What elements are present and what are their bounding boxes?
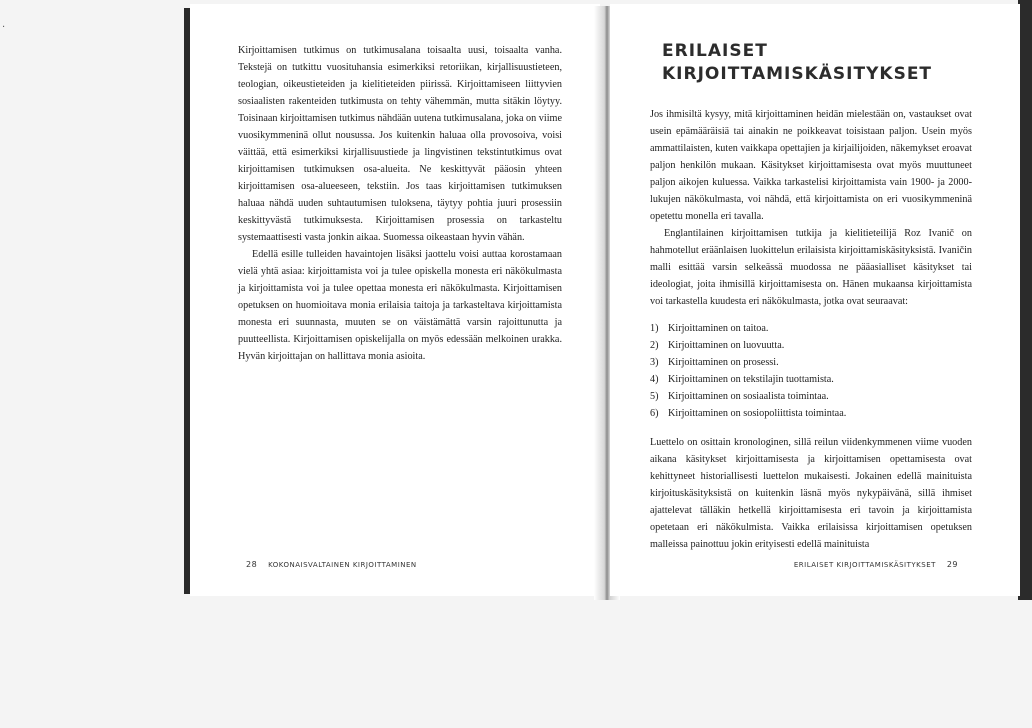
heading-line: ERILAISET <box>662 41 768 61</box>
book-edge-right <box>1018 0 1032 600</box>
paragraph: Edellä esille tulleiden havaintojen lisäksi jaottelu voisi auttaa korostamaan vielä yhtä asiaa: kirjoittamista voi ja tulee opiskella monesta eri näkökulmasta ja kirjoittamista voi ja tulee opettaa monesta eri näkökulmasta. Kirjoittamisen opetuksen on huomioitava monia erilaisia taitoja ja tarkasteltava kirjoittamista monesta eri suunnasta, muuten se on väistämättä varsin rajoittunutta ja puutteellista. Kirjoittamisen opiskelijalla on myös edessään melkoinen urakka. Hyvän kirjoittajan on hallittava monia asioita. <box>238 249 562 362</box>
right-page <box>610 4 1020 596</box>
left-page-body <box>238 42 562 365</box>
list-item: 3) Kirjoittaminen on prosessi. <box>650 357 779 368</box>
list-item: 2) Kirjoittaminen on luovuutta. <box>650 340 785 351</box>
writing-views-list <box>650 320 972 422</box>
paragraph: Jos ihmisiltä kysyy, mitä kirjoittaminen heidän mielestään on, vastaukset ovat usein epämääräisiä tai ainakin ne poikkeavat toisistaan paljon. Usein myös ammattilaisten, kuten vaikkapa opettajien ja kirjailijoiden, näkemykset eroavat paljon henkilön mukaan. Käsitykset kirjoittamisesta ovat myös muuttuneet paljon aikojen kuluessa. Vaikka tarkastelisi kirjoittamista vain 1900- ja 2000-lukujen näkökulmasta, voi nähdä, että kirjoittamista on eri vuosikymmeninä opetettu monella eri tavalla. <box>650 109 972 222</box>
chapter-heading <box>662 40 932 86</box>
right-page-footer <box>794 560 958 569</box>
list-item: 1) Kirjoittaminen on taitoa. <box>650 323 769 334</box>
scan-artifact: · <box>2 22 6 33</box>
running-title: ERILAISET KIRJOITTAMISKÄSITYKSET <box>793 561 936 569</box>
heading-line: KIRJOITTAMISKÄSITYKSET <box>662 64 933 84</box>
list-item: 6) Kirjoittaminen on sosiopoliittista toimintaa. <box>650 408 847 419</box>
list-item: 5) Kirjoittaminen on sosiaalista toimintaa. <box>650 391 829 402</box>
paragraph: Englantilainen kirjoittamisen tutkija ja kielitieteilijä Roz Ivanič on hahmotellut eräänlaisen luokittelun erilaisista kirjoittamiskäsityksistä. Ivaničin malli esittää varsin selkeässä muodossa ne pääasialliset käsitykset tai ideologiat, joita ihmisillä kirjoittamisesta on. Hänen mukaansa kirjoittamista voi tarkastella kuudesta eri näkökulmasta, jotka ovat seuraavat: <box>650 228 972 307</box>
running-title: KOKONAISVALTAINEN KIRJOITTAMINEN <box>268 561 417 569</box>
page-number: 29 <box>946 560 958 569</box>
left-page-footer <box>246 560 417 569</box>
paragraph: Kirjoittamisen tutkimus on tutkimusalana toisaalta uusi, toisaalta vanha. Tekstejä on tutkittu vuosituhansia esimerkiksi retoriikan, kirjallisuustieteen, teologian, oikeustieteiden ja kielitieteiden piirissä. Kirjoittamiseen liittyvien sosiaalisten rakenteiden tutkimusta on tehty vähemmän, mutta sitäkin löytyy. Toisinaan kirjoittamisen tutkimus nähdään uutena tutkimusalana, joka on viime vuosikymmeninä ollut nousussa. Jos kuitenkin haluaa olla provosoiva, voisi väittää, että esimerkiksi kirjallisuustiede ja lingvistinen tekstintutkimus ovat kirjoittamisen tutkimuksen osa-alueita. Ne keskittyvät pääosin yhteen kirjoittamisen osa-alueeseen, tekstiin. Jos taas kirjoittamisen tutkimuksen haluaa nähdä uuden suhtautumisen tuloksena, täytyy pohtia juuri prosessiin keskittyvästä tutkimuksesta. Kirjoittamisen prosessia on tarkasteltu systemaattisesti vasta jonkin aikaa. Suomessa oikeastaan hyvin vähän. <box>238 45 562 243</box>
left-page <box>190 4 600 596</box>
right-page-body <box>650 106 972 553</box>
paragraph: Luettelo on osittain kronologinen, sillä reilun viidenkymmenen viime vuoden aikana käsitykset kirjoittamisesta ja kirjoittamisen opettamisesta ovat kehittyneet historiallisesti luettelon mukaisesti. Jokainen edellä mainituista kirjoituskäsityksistä on kuitenkin läsnä myös nykypäivänä, sillä ihmiset ajattelevat tälläkin hetkellä kirjoittamisesta eri tavoin ja kirjoittamista opetetaan eri näkökulmista. Vaikka erilaisissa kirjoittamisen opetuksen malleissa painottuu jokin erityisesti edellä mainituista <box>650 437 972 550</box>
list-item: 4) Kirjoittaminen on tekstilajin tuottamista. <box>650 374 834 385</box>
page-number: 28 <box>246 560 258 569</box>
